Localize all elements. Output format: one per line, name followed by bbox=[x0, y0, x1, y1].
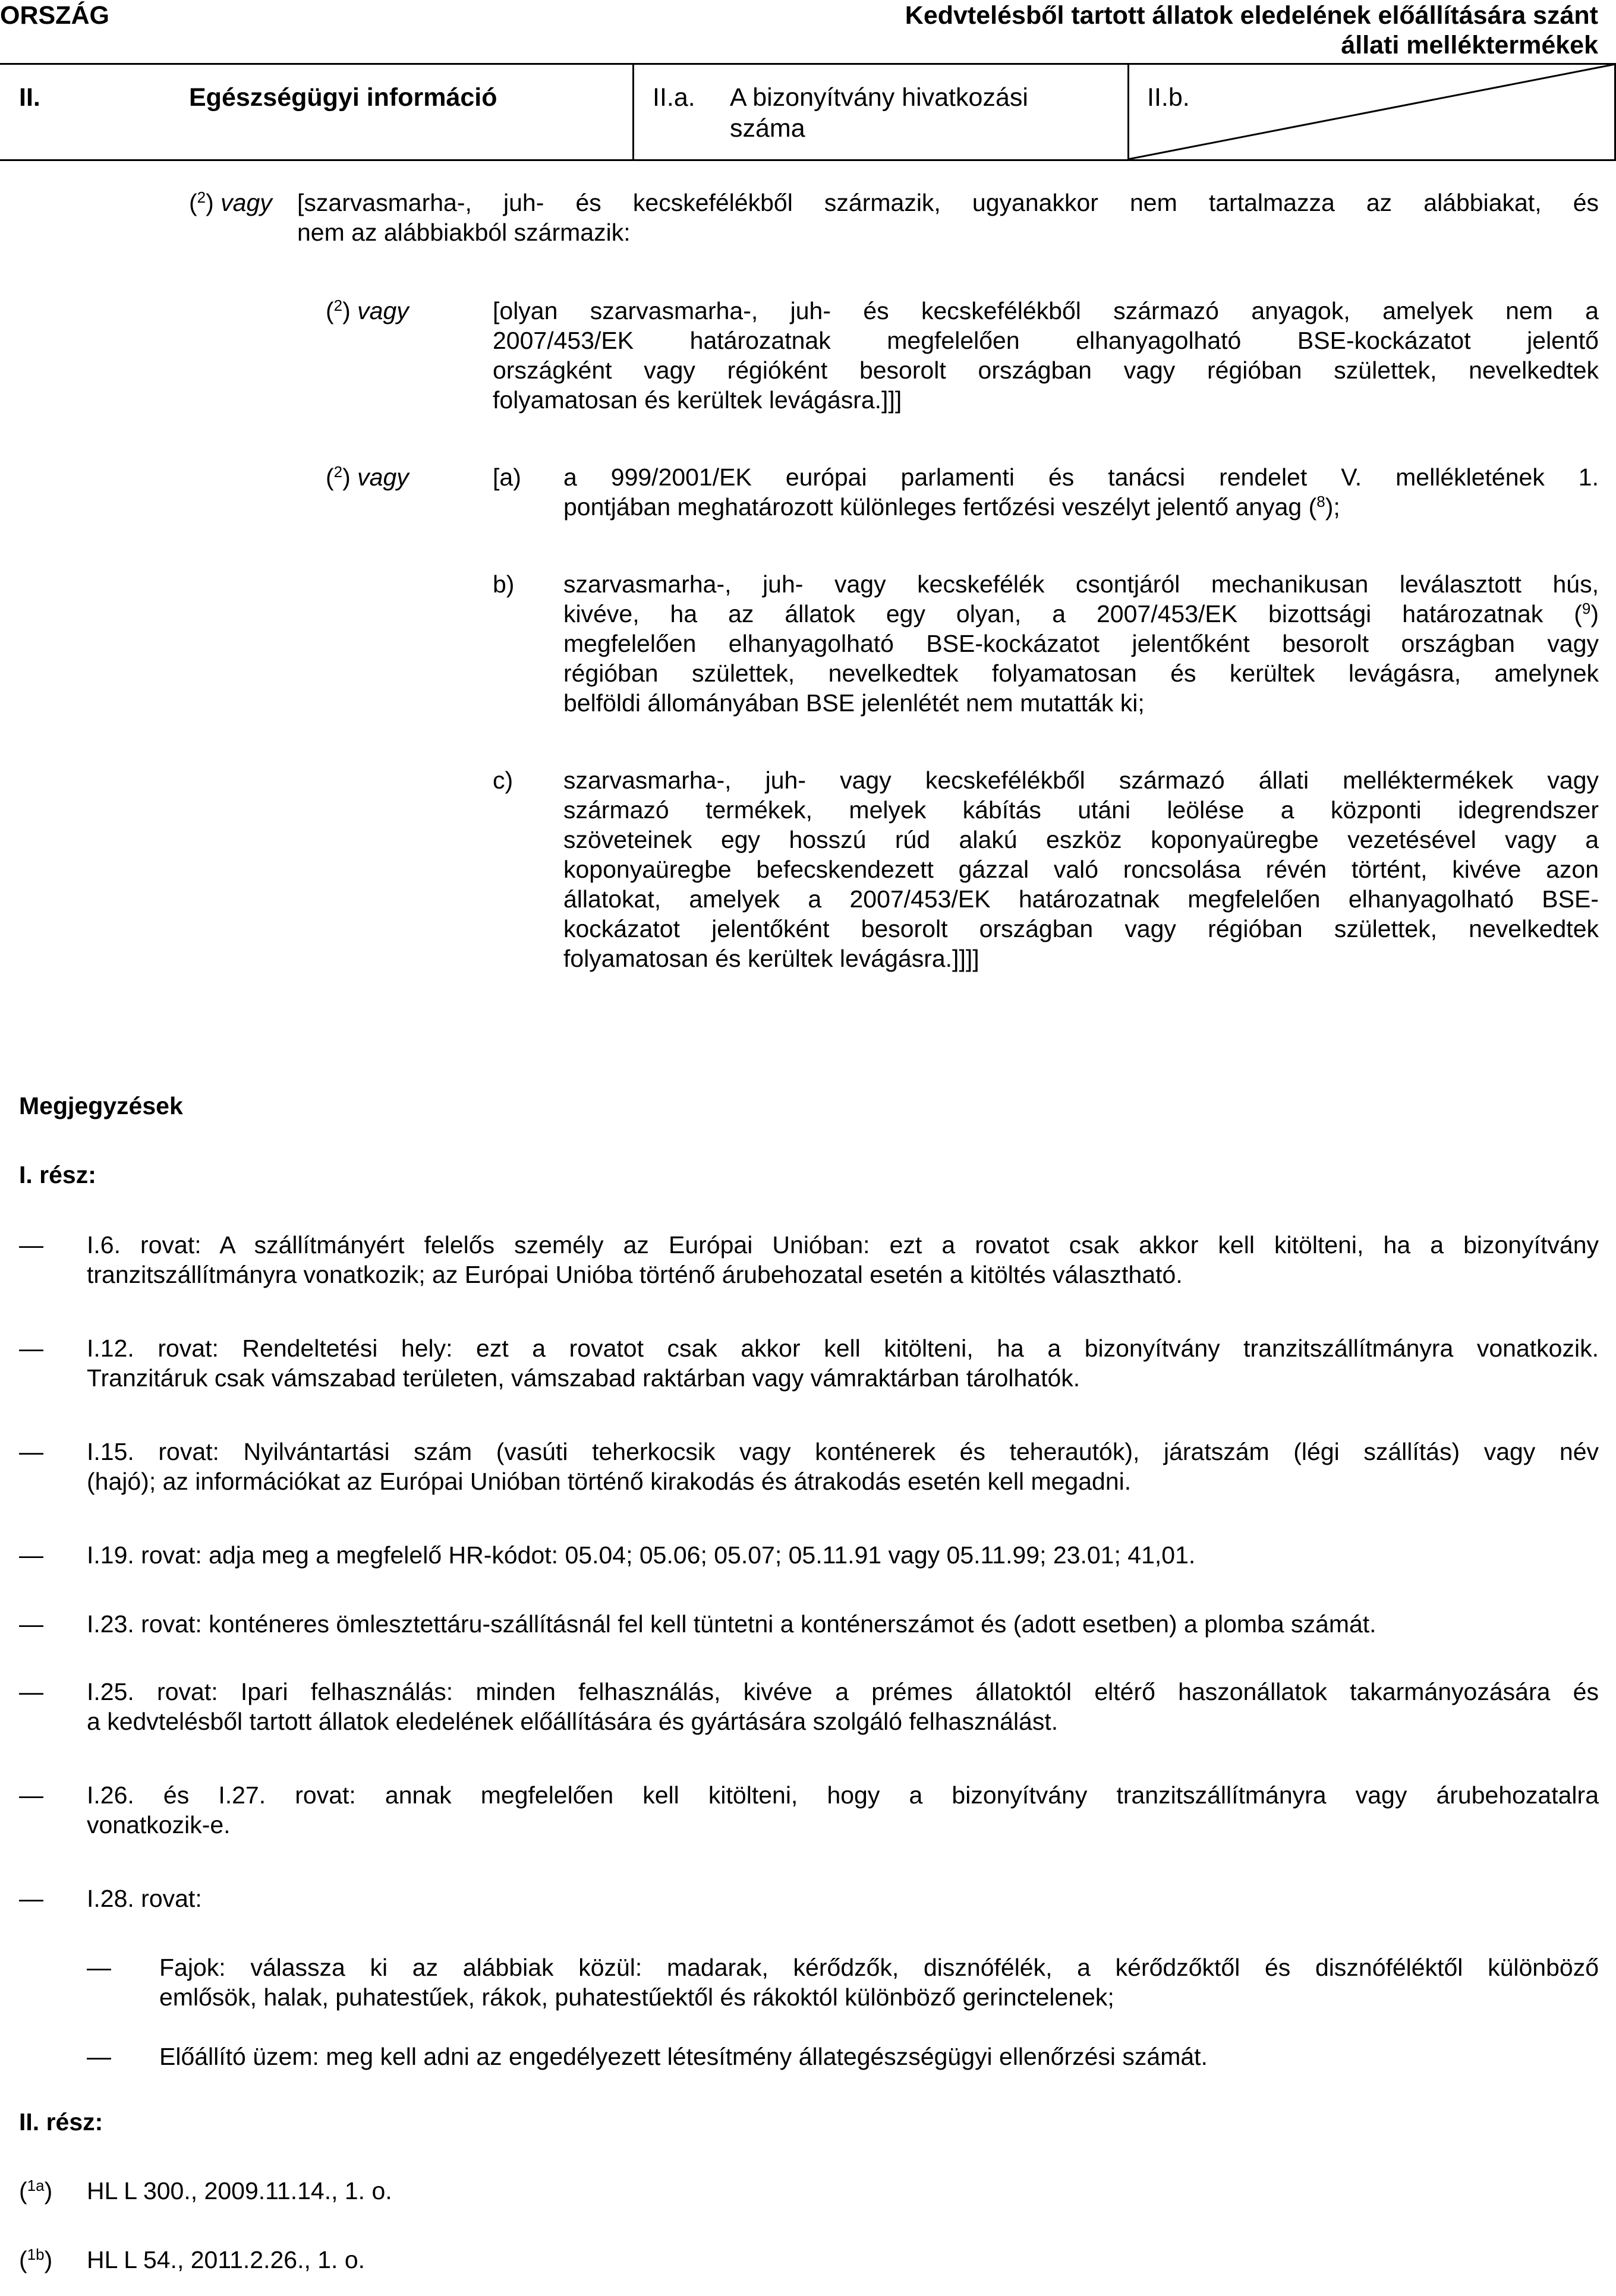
body-line: [szarvasmarha-, juh- és kecskefélékből származik, ugyanakkor nem tartalmazza az alábbiakat, és bbox=[297, 189, 1599, 216]
option-marker: ($^2$) vagy bbox=[326, 297, 409, 324]
note-line: Tranzitáruk csak vámszabad területen, vámszabad raktárban vagy vámraktárban tárolhatók. bbox=[87, 1364, 1081, 1392]
section-number: II. bbox=[19, 83, 40, 112]
section-label: Egészségügyi információ bbox=[189, 83, 497, 112]
part2-heading: II. rész: bbox=[19, 2108, 103, 2136]
option-marker: ($^2$) vagy bbox=[189, 188, 272, 216]
body-line: koponyaüregbe befecskendezett gázzal való roncsolása révén történt, kivéve azon bbox=[563, 856, 1599, 883]
body-line: megfelelően elhanyagolható BSE-kockázatot jelentőként besorolt országban vagy bbox=[563, 630, 1599, 657]
note-line: I.28. rovat: bbox=[87, 1885, 202, 1912]
diagonal-divider bbox=[1128, 64, 1615, 160]
section-b-label: II.b. bbox=[1147, 83, 1190, 112]
body-line: pontjában meghatározott különleges fertőzési veszélyt jelentő anyag ($^8$); bbox=[563, 493, 1340, 521]
note-line: I.19. rovat: adja meg a megfelelő HR-kódot: 05.04; 05.06; 05.07; 05.11.91 vagy 05.11.99; 23.01; 41,01. bbox=[87, 1541, 1196, 1569]
body-line: folyamatosan és kerültek levágásra.]]] bbox=[493, 386, 902, 414]
body-line: származó termékek, melyek kábítás utáni leölése a központi idegrendszer bbox=[563, 796, 1599, 824]
body-line: országként vagy régióként besorolt országban vagy régióban születtek, nevelkedtek bbox=[493, 357, 1599, 384]
note-line: (hajó); az információkat az Európai Unióban történő kirakodás és átrakodás esetén kell megadni. bbox=[87, 1468, 1132, 1495]
country-label: ORSZÁG bbox=[0, 1, 109, 30]
subnote-line: emlősök, halak, puhatestűek, rákok, puhatestűektől és rákoktól különböző gerinctelenek; bbox=[159, 1983, 1114, 2011]
notes-heading: Megjegyzések bbox=[19, 1092, 183, 1119]
footnote-mark: ($^{1b}$) bbox=[19, 2245, 53, 2273]
dash: — bbox=[19, 1438, 43, 1465]
dash: — bbox=[19, 1885, 43, 1912]
body-line: kivéve, ha az állatok egy olyan, a 2007/453/EK bizottsági határozatnak ($^9$) bbox=[563, 600, 1599, 627]
body-line: szöveteinek egy hosszú rúd alakú eszköz koponyaüregbe vezetésével vagy a bbox=[563, 826, 1599, 853]
footnote-text: HL L 54., 2011.2.26., 1. o. bbox=[87, 2246, 366, 2273]
note-line: I.15. rovat: Nyilvántartási szám (vasúti teherkocsik vagy konténerek és teherautók), járatszám (légi szállítás) vagy név bbox=[87, 1438, 1599, 1465]
dash: — bbox=[19, 1781, 43, 1809]
body-line: nem az alábbiakból származik: bbox=[297, 219, 631, 246]
list-label-b: b) bbox=[493, 570, 515, 598]
body-line: 2007/453/EK határozatnak megfelelően elhanyagolható BSE-kockázatot jelentő bbox=[493, 327, 1599, 354]
list-label-c: c) bbox=[493, 767, 514, 794]
list-label-a: [a) bbox=[493, 463, 521, 491]
reference-number-text-line2: száma bbox=[730, 114, 805, 143]
certificate-title-line1: Kedvtelésből tartott állatok eledelének előállítására szánt bbox=[905, 1, 1598, 30]
note-line: I.26. és I.27. rovat: annak megfelelően kell kitölteni, hogy a bizonyítvány tranzitszállítmányra vagy árubehozatalra bbox=[87, 1781, 1599, 1809]
dash: — bbox=[19, 1231, 43, 1259]
dash: — bbox=[19, 1610, 43, 1638]
body-line: a 999/2001/EK európai parlamenti és tanácsi rendelet V. mellékletének 1. bbox=[563, 463, 1599, 491]
note-line: I.12. rovat: Rendeltetési hely: ezt a rovatot csak akkor kell kitölteni, ha a bizonyítvány tranzitszállítmányra vonatkozik. bbox=[87, 1335, 1599, 1362]
dash: — bbox=[19, 1678, 43, 1705]
note-line: vonatkozik-e. bbox=[87, 1811, 231, 1838]
part1-heading: I. rész: bbox=[19, 1161, 96, 1188]
subnote-line: Előállító üzem: meg kell adni az engedélyezett létesítmény állategészségügyi ellenőrzési számát. bbox=[159, 2043, 1208, 2070]
body-line: szarvasmarha-, juh- vagy kecskefélék csontjáról mechanikusan leválasztott hús, bbox=[563, 570, 1599, 598]
body-line: szarvasmarha-, juh- vagy kecskefélékből származó állati melléktermékek vagy bbox=[563, 767, 1599, 794]
body-line: kockázatot jelentőként besorolt országban vagy régióban születtek, nevelkedtek bbox=[563, 915, 1599, 942]
dash: — bbox=[19, 1541, 43, 1569]
option-marker: ($^2$) vagy bbox=[326, 463, 409, 491]
subnote-line: Fajok: válassza ki az alábbiak közül: madarak, kérődzők, disznófélék, a kérődzőktől és disznóféléktől különböző bbox=[159, 1954, 1599, 1981]
reference-number-label: II.a. bbox=[653, 83, 695, 112]
dash: — bbox=[87, 1954, 111, 1981]
footnote-text: HL L 300., 2009.11.14., 1. o. bbox=[87, 2177, 392, 2204]
dash: — bbox=[87, 2043, 111, 2070]
note-line: I.23. rovat: konténeres ömlesztettáru-szállításnál fel kell tüntetni a konténerszámot és (adott esetben) a plomba számát. bbox=[87, 1610, 1376, 1638]
dash: — bbox=[19, 1335, 43, 1362]
body-line: belföldi állományában BSE jelenlétét nem mutatták ki; bbox=[563, 689, 1145, 717]
note-line: tranzitszállítmányra vonatkozik; az Európai Unióba történő árubehozatal esetén a kitöltés választható. bbox=[87, 1261, 1183, 1288]
footnote-mark: ($^{1a}$) bbox=[19, 2177, 53, 2204]
certificate-title-line2: állati melléktermékek bbox=[1341, 31, 1598, 59]
body-line: folyamatosan és kerültek levágásra.]]]] bbox=[563, 945, 979, 972]
body-line: [olyan szarvasmarha-, juh- és kecskefélékből származó anyagok, amelyek nem a bbox=[493, 297, 1599, 324]
body-line: régióban születtek, nevelkedtek folyamatosan és kerültek levágásra, amelynek bbox=[563, 660, 1599, 687]
note-line: I.6. rovat: A szállítmányért felelős személy az Európai Unióban: ezt a rovatot csak akkor kell kitölteni, ha a bizonyítvány bbox=[87, 1231, 1599, 1259]
body-line: állatokat, amelyek a 2007/453/EK határozatnak megfelelően elhanyagolható BSE- bbox=[563, 885, 1599, 913]
note-line: a kedvtelésből tartott állatok eledelének előállítására és gyártására szolgáló felhasználást. bbox=[87, 1708, 1059, 1735]
reference-number-text-line1: A bizonyítvány hivatkozási bbox=[730, 83, 1028, 112]
note-line: I.25. rovat: Ipari felhasználás: minden felhasználás, kivéve a prémes állatoktól eltérő haszonállatok takarmányozására és bbox=[87, 1678, 1599, 1705]
